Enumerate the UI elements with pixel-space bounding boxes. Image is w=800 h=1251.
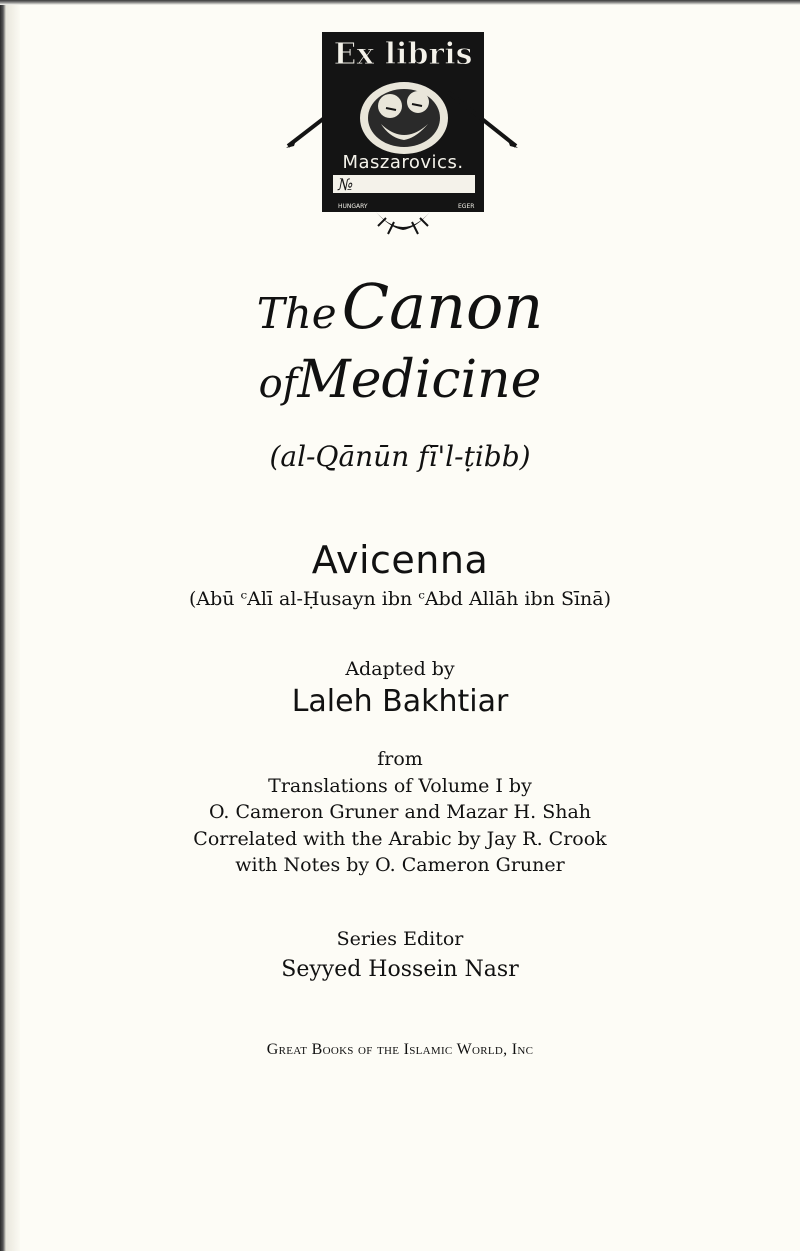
adapter-name: Laleh Bakhtiar xyxy=(291,684,509,719)
svg-text:Ex libris: Ex libris xyxy=(333,37,473,72)
book-subtitle: (al-Qānūn fī'l-ṭibb) xyxy=(269,440,531,473)
series-editor-label: Series Editor xyxy=(336,928,464,950)
svg-text:HUNGARY: HUNGARY xyxy=(338,203,368,210)
author-name: Avicenna xyxy=(311,538,489,582)
page-edge xyxy=(0,0,20,1251)
book-title-line2 xyxy=(0,350,800,410)
series-editor-name: Seyyed Hossein Nasr xyxy=(281,957,519,982)
credits-notes: with Notes by O. Cameron Gruner xyxy=(235,854,565,876)
svg-text:Maszarovics.: Maszarovics. xyxy=(342,152,464,173)
title-medicine: Medicine xyxy=(297,350,542,410)
ex-libris-bookplate xyxy=(286,28,518,240)
credits-translators: O. Cameron Gruner and Mazar H. Shah xyxy=(208,801,592,823)
title-canon: Canon xyxy=(341,270,544,343)
title-of: of xyxy=(258,361,298,407)
author-full-name: (Abū ᶜAlī al-Ḥusayn ibn ᶜAbd Allāh ibn Sīnā) xyxy=(188,588,612,610)
adapted-by-label: Adapted by xyxy=(345,658,455,680)
book-title-line1 xyxy=(0,270,800,343)
publisher-name: Great Books of the Islamic World, Inc xyxy=(266,1041,534,1058)
credits-translations: Translations of Volume I by xyxy=(268,774,532,797)
credits-from: from xyxy=(377,748,423,770)
svg-text:№: № xyxy=(338,175,354,194)
svg-text:EGER: EGER xyxy=(458,203,475,210)
credits-correlated: Correlated with the Arabic by Jay R. Crook xyxy=(193,827,607,850)
page-edge-top xyxy=(0,0,800,5)
translation-credits xyxy=(0,746,800,879)
title-the: The xyxy=(256,289,337,338)
